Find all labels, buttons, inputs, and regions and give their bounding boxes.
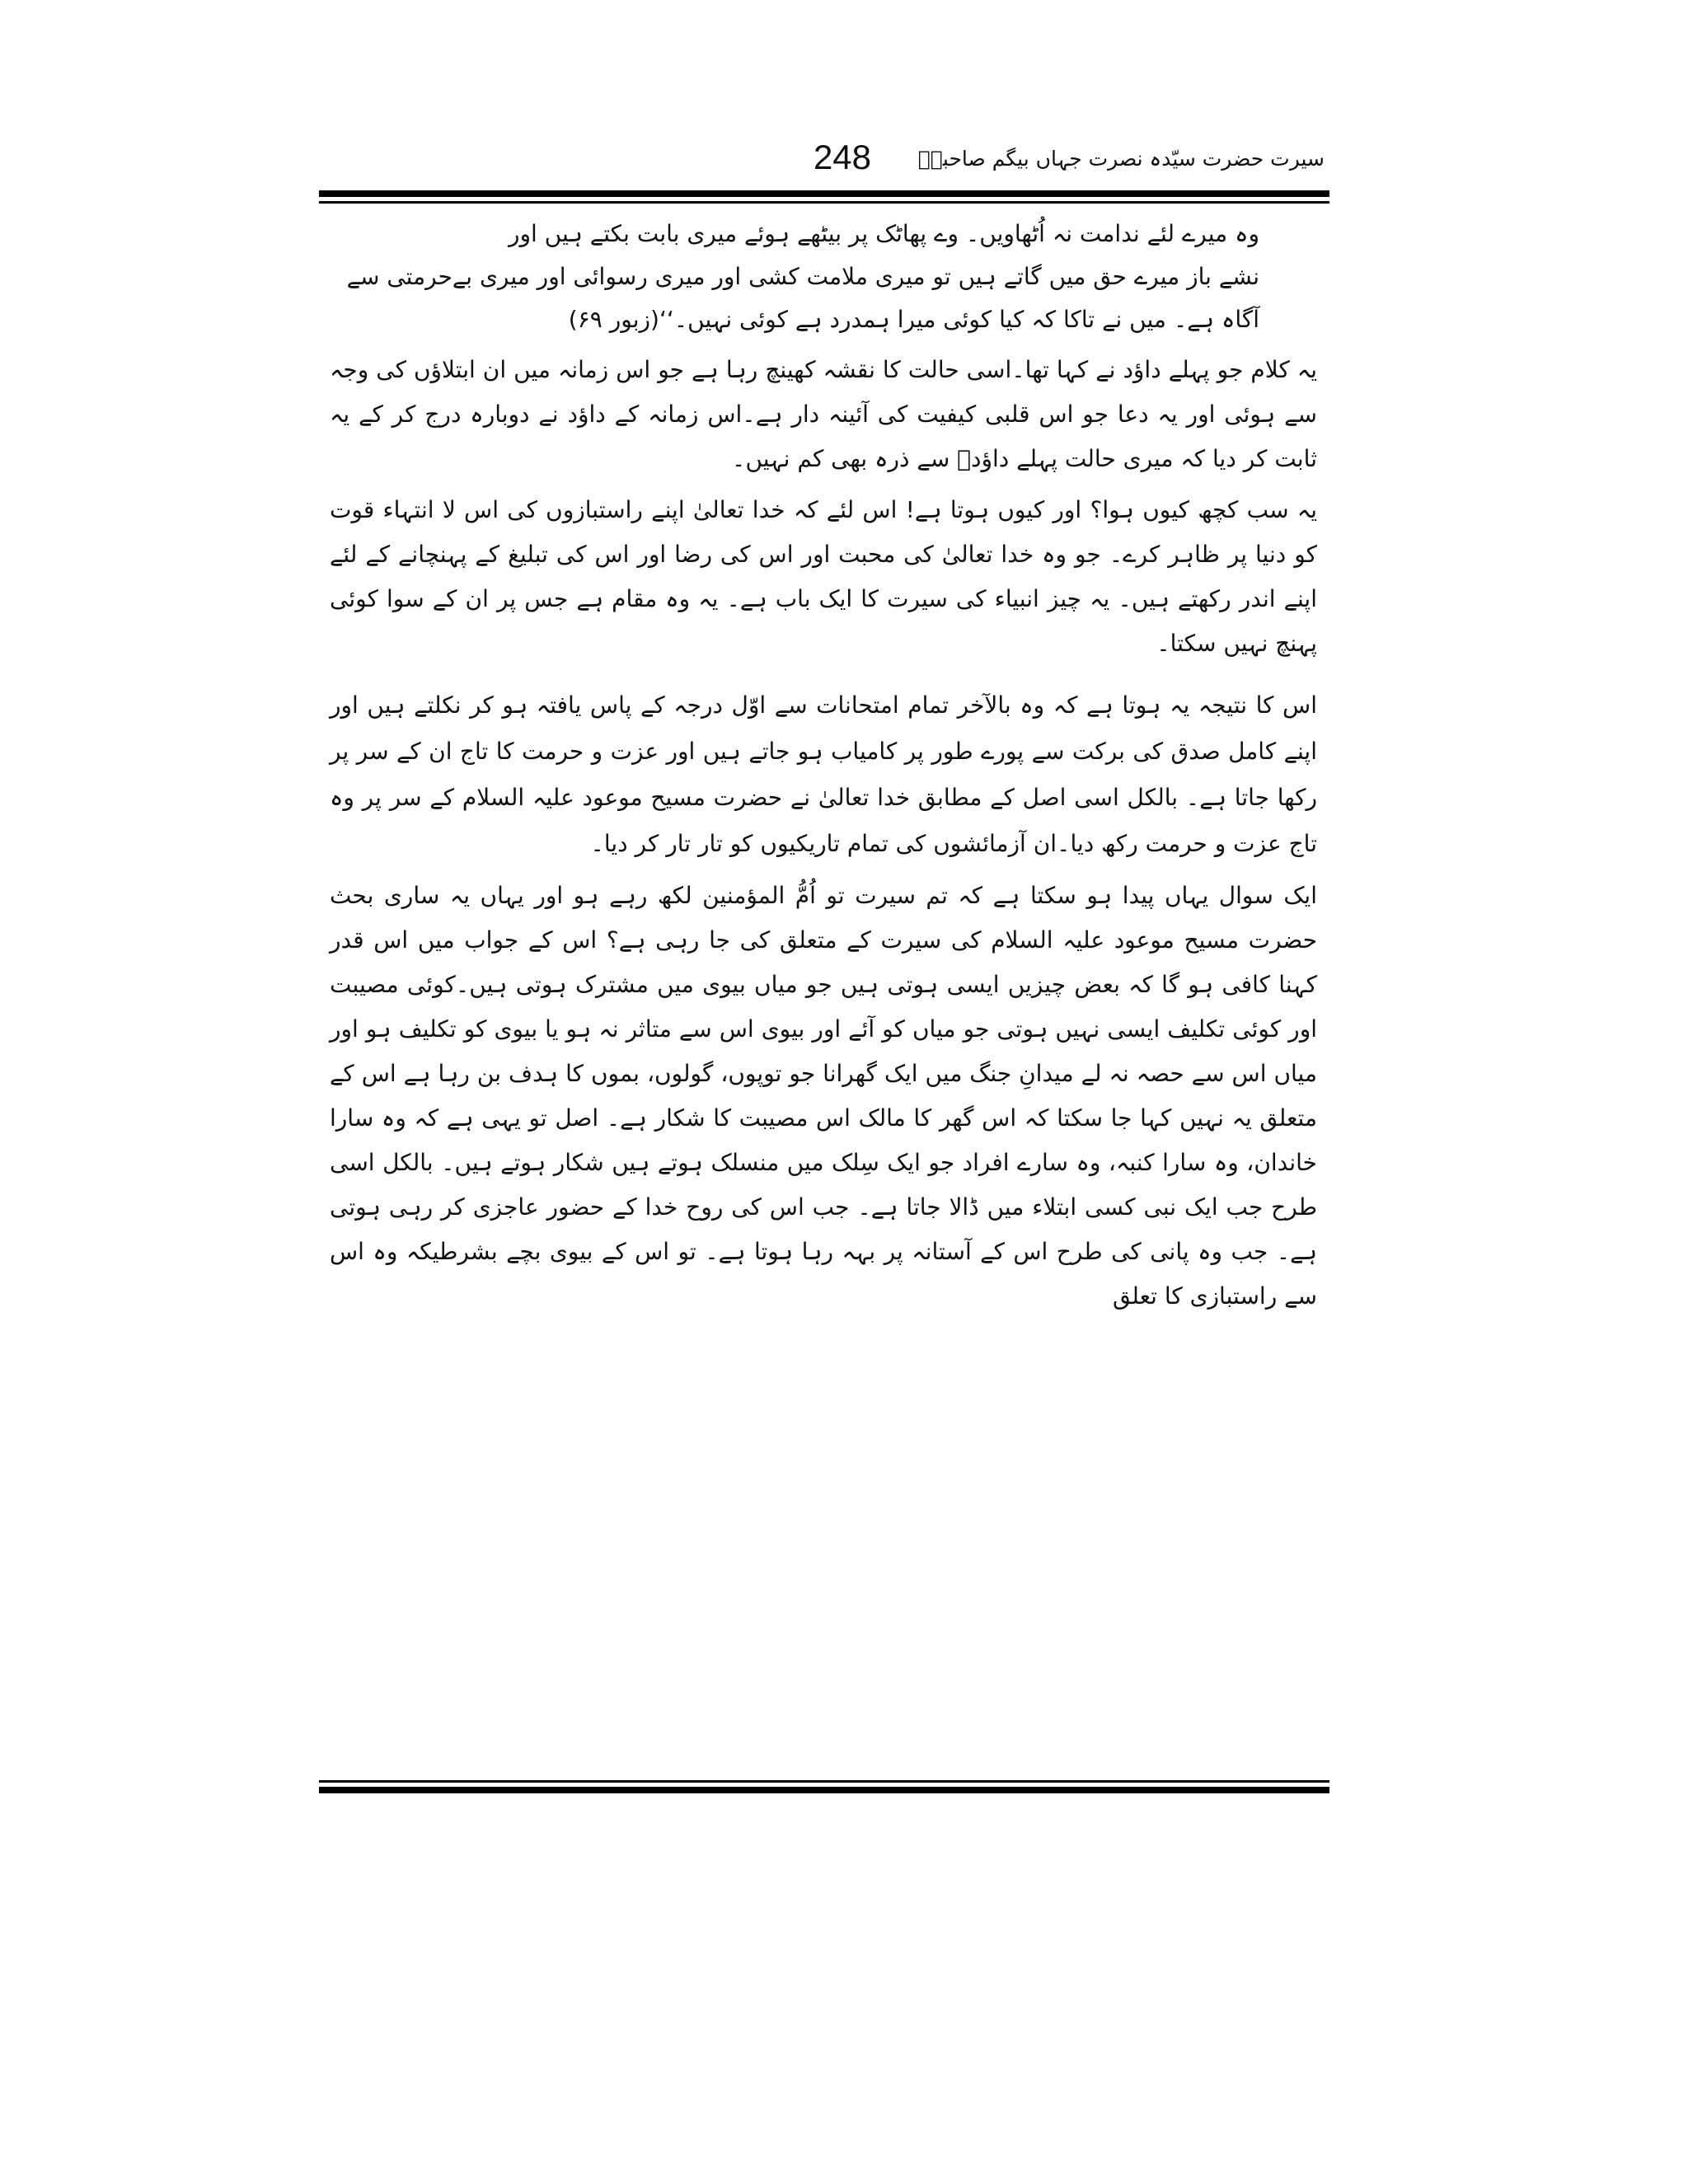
quote-line: آگاہ ہے۔ میں نے تاکا کہ کیا کوئی میرا ہمدرد ہے کوئی نہیں۔‘‘(زبور ۶۹) [568, 306, 1259, 333]
paragraph: اس کا نتیجہ یہ ہوتا ہے کہ وہ بالآخر تمام امتحانات سے اوّل درجہ کے پاس یافتہ ہو کر نکلتے ہیں اور اپنے کامل صدق کی برکت سے پورے طور پر کامیاب ہو جاتے ہیں اور عزت و حرمت کا تاج ان کے سر پر رکھا جاتا ہے۔ بالکل اسی اصل کے مطابق خدا تعالیٰ نے حضرت مسیح موعود علیہ السلام کے سر پر وہ تاج عزت و حرمت رکھ دیا۔ان آزمائشوں کی تمام تاریکیوں کو تار تار کر دیا۔ [330, 691, 1317, 857]
paragraph: ایک سوال یہاں پیدا ہو سکتا ہے کہ تم سیرت تو اُمُّ المؤمنین لکھ رہے ہو اور یہاں یہ ساری بحث حضرت مسیح موعود علیہ السلام کی سیرت کے متعلق کی جا رہی ہے؟ اس کے جواب میں اس قدر کہنا کافی ہو گا کہ بعض چیزیں ایسی ہوتی ہیں جو میاں بیوی میں مشترک ہوتی ہیں۔کوئی مصیبت اور کوئی تکلیف ایسی نہیں ہوتی جو میاں کو آئے اور بیوی اس سے متاثر نہ ہو یا بیوی کو تکلیف ہو اور میاں اس سے حصہ نہ لے میدانِ جنگ میں ایک گھرانا جو توپوں، گولوں، بموں کا ہدف بن رہا ہے اس کے متعلق یہ نہیں کہا جا سکتا کہ اس گھر کا مالک اس مصیبت کا شکار ہے۔ اصل تو یہی ہے کہ وہ سارا خاندان، وہ سارا کنبہ، وہ سارے افراد جو ایک سِلک میں منسلک ہوتے ہیں شکار ہوتے ہیں۔ بالکل اسی طرح جب ایک نبی کسی ابتلاء میں ڈالا جاتا ہے۔ جب اس کی روح خدا کے حضور عاجزی کر رہی ہوتی ہے۔ جب وہ پانی کی طرح اس کے آستانہ پر بہہ رہا ہوتا ہے۔ تو اس کے بیوی بچے بشرطیکہ وہ اس سے راستبازی کا تعلق [330, 882, 1317, 1310]
header-rule-thick [319, 190, 1329, 197]
page-header [319, 136, 1325, 185]
header-rule-thin [319, 201, 1329, 204]
paragraph: یہ سب کچھ کیوں ہوا؟ اور کیوں ہوتا ہے! اس لئے کہ خدا تعالیٰ اپنے راستبازوں کی اس لا انتہاء قوت کو دنیا پر ظاہر کرے۔ جو وہ خدا تعالیٰ کی محبت اور اس کی رضا اور اس کی تبلیغ کے پہنچانے کے لئے اپنے اندر رکھتے ہیں۔ یہ چیز انبیاء کی سیرت کا ایک باب ہے۔ یہ وہ مقام ہے جس پر ان کے سوا کوئی پہنچ نہیں سکتا۔ [330, 496, 1317, 657]
footer-rule-thin [319, 1780, 1329, 1783]
quote-line: وہ میرے لئے ندامت نہ اُٹھاویں۔ وے پھاٹک پر بیٹھے ہوئے میری بابت بکتے ہیں اور [509, 220, 1259, 247]
page-number: 248 [813, 138, 872, 176]
running-title: سیرت حضرت سیّدہ نصرت جہاں بیگم صاحبہؓ [917, 147, 1325, 171]
footer-rule-thick [319, 1787, 1329, 1793]
quote-line: نشے باز میرے حق میں گاتے ہیں تو میری ملامت کشی اور میری رسوائی اور میری بےحرمتی سے [346, 263, 1259, 290]
paragraph: یہ کلام جو پہلے داؤد نے کہا تھا۔اسی حالت کا نقشہ کھینچ رہا ہے جو اس زمانہ میں ان ابتلاؤں کی وجہ سے ہوئی اور یہ دعا جو اس قلبی کیفیت کی آئینہ دار ہے۔اس زمانہ کے داؤد نے دوبارہ درج کر کے یہ ثابت کر دیا کہ میری حالت پہلے داؤدؑ سے ذرہ بھی کم نہیں۔ [330, 356, 1317, 472]
page-body [330, 213, 1317, 1319]
